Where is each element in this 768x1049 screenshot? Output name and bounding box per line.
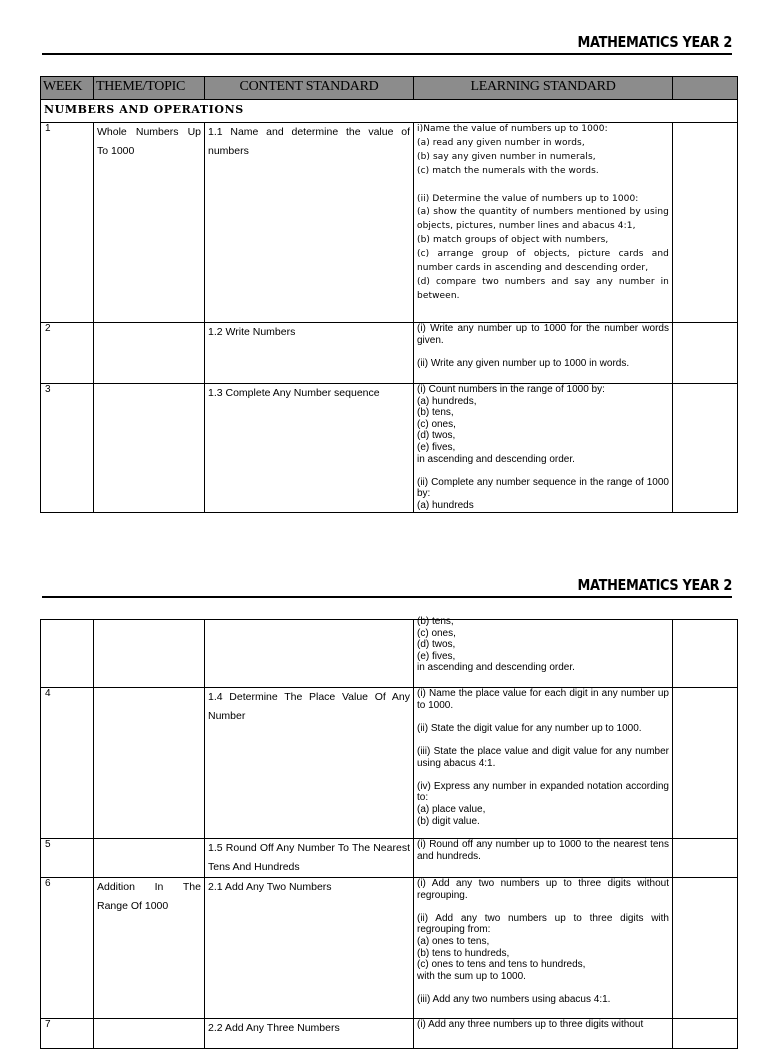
week-cell: 7 xyxy=(41,1019,94,1049)
learning-standard-cell xyxy=(414,1019,673,1049)
page-title: MATHEMATICS YEAR 2 xyxy=(577,33,732,51)
learning-line: (ii) State the digit value for any number up to 1000. xyxy=(417,722,642,734)
learning-line: (i) Round off any number up to 1000 to the nearest tens and hundreds. xyxy=(417,839,669,862)
learning-line: in ascending and descending order. xyxy=(417,662,575,673)
learning-line: (c) ones, xyxy=(417,627,456,639)
table-row xyxy=(41,688,738,839)
learning-standard-cell xyxy=(414,878,673,1019)
learning-line: (a) show the quantity of numbers mentioned by using objects, pictures, number lines and abacus 4:1, xyxy=(417,207,669,232)
syllabus-table-page-1 xyxy=(40,76,738,513)
learning-standard-cell xyxy=(414,384,673,513)
learning-line: (e) fives, xyxy=(417,650,456,662)
table-row xyxy=(41,384,738,513)
week-cell: 5 xyxy=(41,839,94,878)
learning-line: (c) ones, xyxy=(417,418,456,430)
learning-spacer xyxy=(417,179,669,193)
learning-standard-cell xyxy=(414,616,673,688)
learning-line: (ii) Complete any number sequence in the range of 1000 by: xyxy=(417,476,669,500)
table-row xyxy=(41,878,738,1019)
learning-line: (ii) Determine the value of numbers up to 1000: xyxy=(417,193,639,204)
learning-line: (i) Add any two numbers up to three digits without regrouping. xyxy=(417,878,669,901)
section-row xyxy=(41,100,738,123)
week-cell: 4 xyxy=(41,688,94,839)
learning-line: (b) match groups of object with numbers, xyxy=(417,235,609,246)
learning-line: (iii) State the place value and digit value for any number using abacus 4:1. xyxy=(417,745,669,769)
learning-line: (b) tens, xyxy=(417,616,454,627)
topic-cell xyxy=(94,688,205,839)
learning-line: (i) Write any number up to 1000 for the number words given. xyxy=(417,323,669,346)
learning-spacer xyxy=(417,769,669,781)
learning-spacer xyxy=(417,465,669,477)
learning-line: (c) ones to tens and tens to hundreds, xyxy=(417,959,586,971)
learning-spacer xyxy=(417,734,669,746)
topic-cell xyxy=(94,839,205,878)
table-row xyxy=(41,839,738,878)
topic-cell xyxy=(94,1019,205,1049)
learning-line: (i) Name the place value for each digit in any number up to 1000. xyxy=(417,688,669,711)
learning-line: in ascending and descending order. xyxy=(417,453,575,465)
content-standard-cell xyxy=(205,620,414,688)
learning-spacer xyxy=(417,982,669,994)
learning-line: (a) read any given number in words, xyxy=(417,137,585,148)
topic-cell xyxy=(94,620,205,688)
learning-line: i)Name the value of numbers up to 1000: xyxy=(417,124,608,134)
learning-spacer xyxy=(417,346,669,358)
learning-line: (d) compare two numbers and say any number in between. xyxy=(417,276,669,301)
learning-line: (b) tens to hundreds, xyxy=(417,947,510,959)
learning-line: (b) say any given number in numerals, xyxy=(417,151,596,162)
learning-line: (a) hundreds, xyxy=(417,395,477,407)
week-cell: 1 xyxy=(41,123,94,323)
learning-line: (c) arrange group of objects, picture cards and number cards in ascending and descending order, xyxy=(417,249,669,274)
topic-cell: Whole Numbers Up To 1000 xyxy=(94,123,205,323)
learning-spacer xyxy=(417,901,669,913)
learning-line: (iii) Add any two numbers using abacus 4:1. xyxy=(417,993,611,1005)
header-rule xyxy=(42,596,732,598)
learning-standard-cell xyxy=(414,123,673,323)
table-row xyxy=(41,123,738,323)
learning-line: (e) fives, xyxy=(417,441,456,453)
column-header-theme-topic: THEME/TOPIC xyxy=(94,77,205,100)
topic-cell xyxy=(94,384,205,513)
table-row xyxy=(41,620,738,688)
blank-cell xyxy=(673,123,738,323)
learning-line: (a) place value, xyxy=(417,803,486,815)
content-standard-cell: 1.3 Complete Any Number sequence xyxy=(205,384,414,513)
learning-line: (ii) Write any given number up to 1000 in words. xyxy=(417,357,630,369)
learning-line: (i) Count numbers in the range of 1000 by: xyxy=(417,384,605,395)
learning-line: (d) twos, xyxy=(417,639,456,650)
page-header xyxy=(42,33,732,55)
table-row xyxy=(41,323,738,384)
learning-line: (c) match the numerals with the words. xyxy=(417,165,599,176)
header-rule xyxy=(42,53,732,55)
page-title: MATHEMATICS YEAR 2 xyxy=(577,576,732,594)
blank-cell xyxy=(673,620,738,688)
section-title: NUMBERS AND OPERATIONS xyxy=(41,100,738,123)
blank-cell xyxy=(673,384,738,513)
content-standard-cell: 1.5 Round Off Any Number To The Nearest Tens And Hundreds xyxy=(205,839,414,878)
week-cell xyxy=(41,620,94,688)
topic-cell: Addition In The Range Of 1000 xyxy=(94,878,205,1019)
blank-cell xyxy=(673,1019,738,1049)
column-header-content-standard: CONTENT STANDARD xyxy=(205,77,414,100)
content-standard-cell: 1.1 Name and determine the value of numbers xyxy=(205,123,414,323)
learning-line: (iv) Express any number in expanded notation according to: xyxy=(417,780,669,804)
content-standard-cell: 1.4 Determine The Place Value Of Any Number xyxy=(205,688,414,839)
topic-cell xyxy=(94,323,205,384)
blank-cell xyxy=(673,688,738,839)
content-standard-cell: 2.2 Add Any Three Numbers xyxy=(205,1019,414,1049)
column-header-learning-standard: LEARNING STANDARD xyxy=(414,77,673,100)
learning-line: (ii) Add any two numbers up to three digits with regrouping from: xyxy=(417,912,669,936)
table-row xyxy=(41,1019,738,1049)
column-header-week: WEEK xyxy=(41,77,94,100)
learning-standard-cell xyxy=(414,688,673,839)
content-standard-cell: 1.2 Write Numbers xyxy=(205,323,414,384)
week-cell: 3 xyxy=(41,384,94,513)
blank-cell xyxy=(673,323,738,384)
learning-line: (b) digit value. xyxy=(417,815,480,827)
learning-line: (b) tens, xyxy=(417,407,454,419)
week-cell: 6 xyxy=(41,878,94,1019)
learning-line: with the sum up to 1000. xyxy=(417,970,526,982)
learning-line: (d) twos, xyxy=(417,430,456,442)
week-cell: 2 xyxy=(41,323,94,384)
syllabus-table-page-2 xyxy=(40,616,738,1049)
learning-standard-cell xyxy=(414,323,673,384)
column-header-blank xyxy=(673,77,738,100)
learning-spacer xyxy=(417,711,669,723)
learning-line: (a) ones to tens, xyxy=(417,935,490,947)
blank-cell xyxy=(673,878,738,1019)
page-header xyxy=(42,576,732,598)
learning-standard-cell xyxy=(414,839,673,878)
learning-line: (a) hundreds xyxy=(417,499,474,511)
content-standard-cell: 2.1 Add Any Two Numbers xyxy=(205,878,414,1019)
blank-cell xyxy=(673,839,738,878)
table-header-row xyxy=(41,77,738,100)
learning-line: (i) Add any three numbers up to three digits without xyxy=(417,1019,644,1030)
